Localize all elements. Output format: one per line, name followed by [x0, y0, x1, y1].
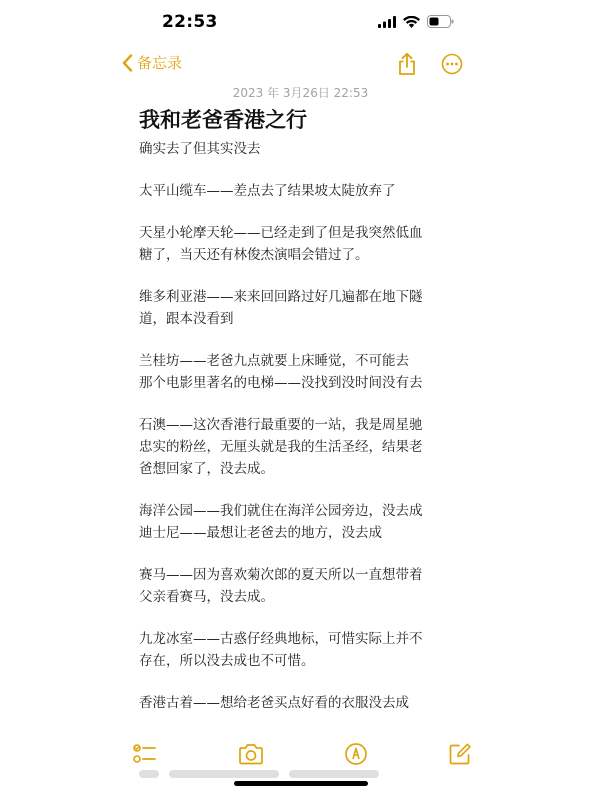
note-paragraph: 石澳——这次香港行最重要的一站，我是周星驰 忠实的粉丝，无厘头就是我的生活圣经，结果老 爸想回家了，没去成。	[139, 417, 423, 477]
scroll-ghost	[139, 770, 469, 780]
back-button[interactable]	[122, 52, 182, 73]
note-subtitle: 确实去了但其实没去	[139, 141, 261, 157]
note-title: 我和老爸香港之行	[139, 108, 307, 132]
share-icon[interactable]	[397, 52, 417, 76]
note-paragraph: 香港古着——想给老爸买点好看的衣服没去成	[139, 695, 409, 711]
note-body[interactable]	[139, 104, 469, 714]
camera-button[interactable]	[237, 740, 265, 768]
chevron-left-icon	[122, 54, 133, 72]
home-indicator[interactable]	[234, 781, 368, 786]
note-paragraph: 海洋公园——我们就住在海洋公园旁边，没去成 迪士尼——最想让老爸去的地方，没去成	[139, 503, 423, 541]
note-paragraph: 赛马——因为喜欢菊次郎的夏天所以一直想带着 父亲看赛马，没去成。	[139, 567, 423, 605]
status-icons	[378, 15, 454, 28]
note-date: 2023 年 3月26日 22:53	[232, 86, 369, 100]
wifi-icon	[403, 16, 420, 28]
markup-pen-icon	[344, 742, 368, 766]
compose-icon	[448, 742, 472, 766]
checklist-button[interactable]	[131, 740, 159, 768]
note-paragraph: 太平山缆车——差点去了结果坡太陡放弃了	[139, 183, 396, 199]
signal-icon	[378, 16, 396, 28]
checklist-icon	[133, 743, 157, 765]
note-paragraph: 维多利亚港——来来回回路过好几遍都在地下隧 道，跟本没看到	[139, 289, 423, 327]
nav-bar	[0, 48, 601, 82]
note-paragraph: 天星小轮摩天轮——已经走到了但是我突然低血 糖了，当天还有林俊杰演唱会错过了。	[139, 225, 423, 263]
status-time: 22:53	[162, 12, 218, 32]
bottom-toolbar	[0, 740, 601, 770]
note-paragraph: 兰桂坊——老爸九点就要上床睡觉，不可能去 那个电影里著名的电梯——没找到没时间没有去	[139, 353, 423, 391]
note-paragraph: 九龙冰室——古惑仔经典地标，可惜实际上并不 存在，所以没去成也不可惜。	[139, 631, 423, 669]
camera-icon	[238, 743, 264, 765]
markup-button[interactable]	[342, 740, 370, 768]
battery-icon	[427, 15, 454, 28]
more-icon[interactable]	[441, 53, 463, 75]
compose-button[interactable]	[446, 740, 474, 768]
back-label: 备忘录	[137, 54, 183, 72]
nav-actions	[397, 52, 463, 76]
status-bar	[0, 0, 601, 44]
